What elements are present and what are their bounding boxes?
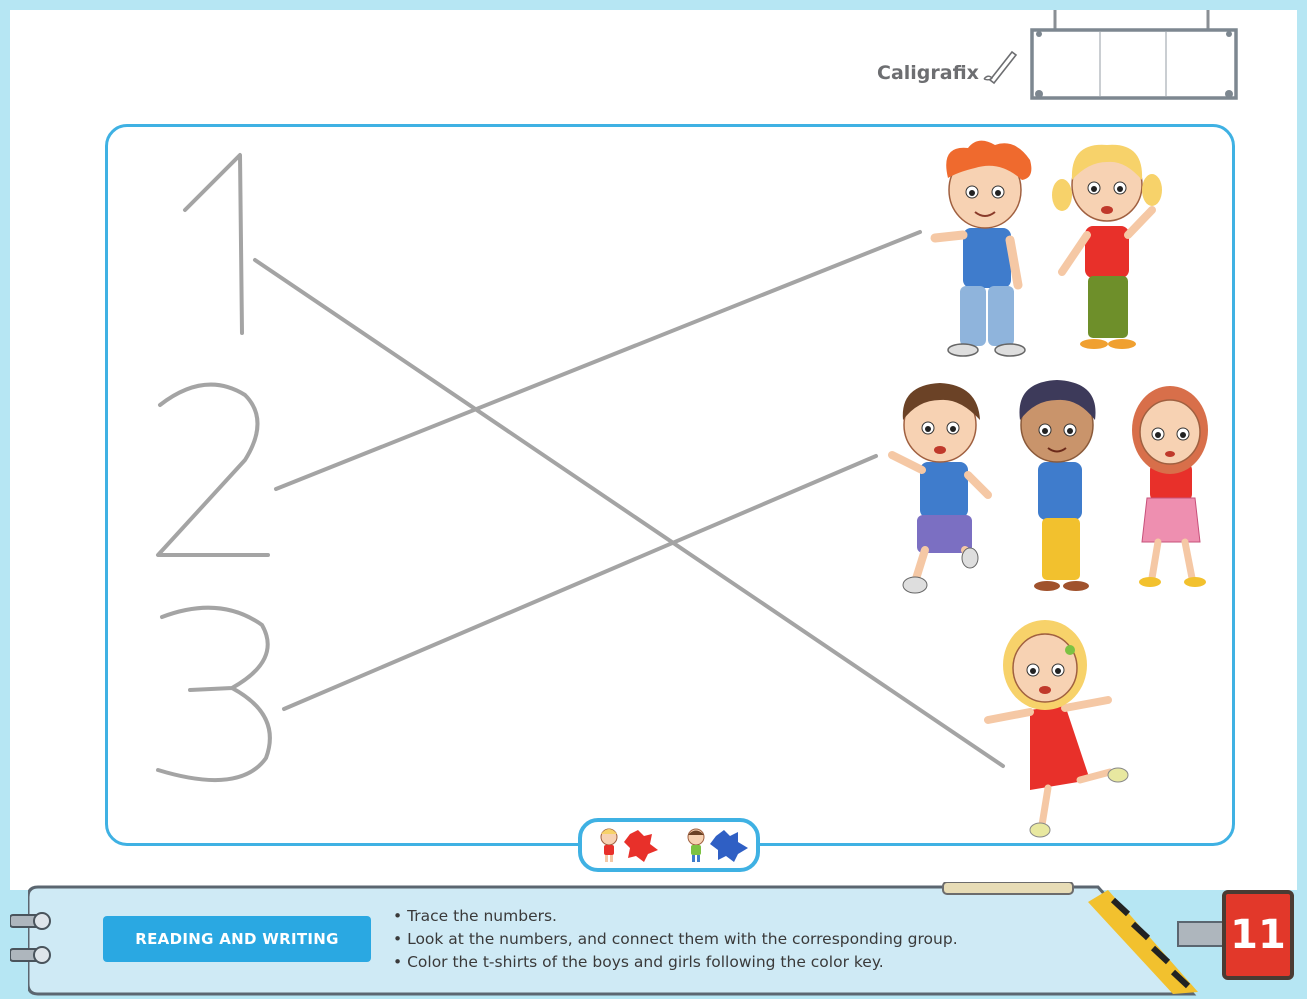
boy-icon <box>688 829 704 862</box>
exercise-card <box>105 124 1235 846</box>
brand-name: Caligrafix <box>877 62 979 84</box>
girl-icon <box>601 829 617 862</box>
name-box <box>1030 10 1240 102</box>
instruction-item: • Trace the numbers. <box>393 905 958 928</box>
section-label: READING AND WRITING <box>103 916 371 962</box>
pencil-icon <box>982 46 1022 86</box>
blue-splash-icon <box>710 830 748 862</box>
red-splash-icon <box>624 830 658 862</box>
instructions-list <box>393 905 958 974</box>
instruction-item: • Look at the numbers, and connect them with the corresponding group. <box>393 928 958 951</box>
binder-rings <box>10 905 54 975</box>
color-key <box>578 818 760 872</box>
color-key-art <box>582 822 756 868</box>
instruction-item: • Color the t-shirts of the boys and girls following the color key. <box>393 951 958 974</box>
page-number: 11 <box>1222 890 1294 980</box>
